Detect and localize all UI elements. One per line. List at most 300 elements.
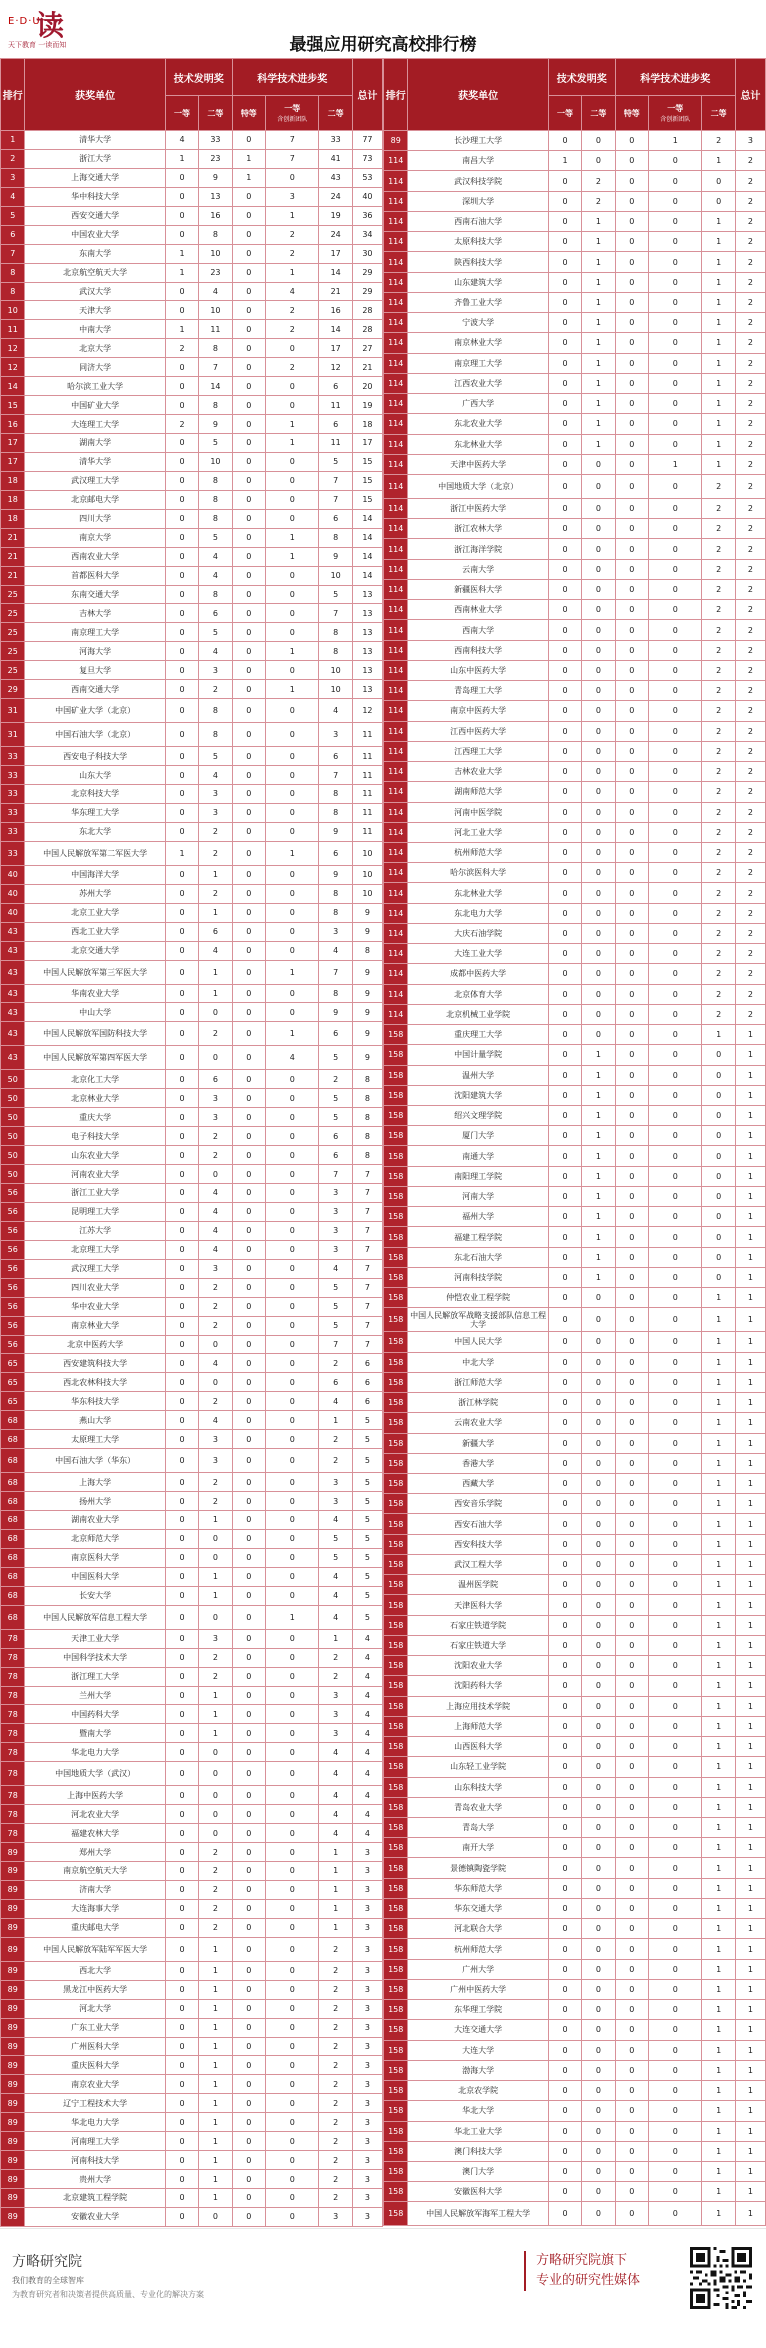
- cell-total: 6: [352, 1373, 382, 1392]
- cell-total: 1: [735, 1554, 765, 1574]
- cell-unit: 绍兴文理学院: [408, 1106, 548, 1126]
- cell-total: 11: [352, 723, 382, 747]
- slogan: [524, 2251, 676, 2291]
- cell-inv-first: 0: [165, 785, 198, 804]
- cell-first-team: 2: [266, 301, 319, 320]
- cell-inv-first: 0: [165, 187, 198, 206]
- cell-first-team: 0: [266, 1070, 319, 1089]
- cell-total: 1: [735, 1757, 765, 1777]
- cell-rank: 158: [384, 2161, 408, 2181]
- table-row: [1, 149, 383, 168]
- cell-inv-second: 0: [582, 2000, 615, 2020]
- cell-unit: 华东科技大学: [25, 1392, 165, 1411]
- table-row: [384, 762, 766, 782]
- cell-unit: 福建农林大学: [25, 1824, 165, 1843]
- cell-inv-first: 1: [165, 149, 198, 168]
- cell-prog-second: 1: [702, 272, 735, 292]
- cell-total: 7: [352, 1297, 382, 1316]
- cell-total: 15: [352, 490, 382, 509]
- cell-prog-second: 0: [702, 1186, 735, 1206]
- cell-inv-first: 0: [548, 1635, 581, 1655]
- cell-prog-second: 0: [702, 1065, 735, 1085]
- cell-unit: 东北大学: [25, 822, 165, 841]
- header-first-team: [649, 96, 702, 131]
- cell-total: 5: [352, 1473, 382, 1492]
- cell-rank: 158: [384, 1126, 408, 1146]
- table-body-right: [384, 131, 766, 2226]
- table-row: [1, 339, 383, 358]
- cell-unit: 西安交通大学: [25, 206, 165, 225]
- cell-prog-second: 11: [319, 396, 352, 415]
- cell-rank: 50: [1, 1070, 25, 1089]
- cell-total: 40: [352, 187, 382, 206]
- cell-inv-second: 0: [582, 1878, 615, 1898]
- cell-special: 0: [615, 1004, 648, 1024]
- cell-unit: 南开大学: [408, 1838, 548, 1858]
- cell-first-team: 0: [266, 1511, 319, 1530]
- cell-prog-second: 0: [702, 171, 735, 191]
- cell-unit: 河北联合大学: [408, 1919, 548, 1939]
- cell-rank: 17: [1, 434, 25, 453]
- cell-unit: 昆明理工大学: [25, 1202, 165, 1221]
- cell-inv-first: 0: [165, 1449, 198, 1473]
- table-row: [384, 252, 766, 272]
- cell-first-team: 0: [649, 559, 702, 579]
- cell-unit: 广西大学: [408, 394, 548, 414]
- cell-prog-second: 2: [702, 802, 735, 822]
- cell-rank: 158: [384, 1146, 408, 1166]
- cell-total: 1: [735, 1146, 765, 1166]
- cell-first-team: 0: [649, 1126, 702, 1146]
- cell-special: 0: [615, 474, 648, 498]
- cell-special: 0: [232, 471, 265, 490]
- cell-inv-second: 4: [199, 282, 232, 301]
- cell-unit: 渤海大学: [408, 2060, 548, 2080]
- table-row: [1, 1089, 383, 1108]
- cell-inv-second: 7: [199, 358, 232, 377]
- cell-first-team: 0: [266, 1961, 319, 1980]
- cell-unit: 西安电子科技大学: [25, 747, 165, 766]
- cell-unit: 浙江工业大学: [25, 1184, 165, 1203]
- cell-rank: 50: [1, 1165, 25, 1184]
- cell-inv-second: 1: [199, 2151, 232, 2170]
- table-row: [1, 1202, 383, 1221]
- table-row: [384, 2060, 766, 2080]
- table-row: [384, 1898, 766, 1918]
- cell-unit: 东北林业大学: [408, 883, 548, 903]
- cell-inv-first: 0: [165, 452, 198, 471]
- cell-rank: 114: [384, 741, 408, 761]
- table-row: [1, 2151, 383, 2170]
- cell-first-team: 0: [649, 1919, 702, 1939]
- cell-rank: 114: [384, 944, 408, 964]
- cell-first-team: 0: [266, 1629, 319, 1648]
- cell-inv-second: 8: [199, 585, 232, 604]
- table-row: [384, 373, 766, 393]
- cell-rank: 158: [384, 1676, 408, 1696]
- cell-first-team: 0: [649, 292, 702, 312]
- cell-first-team: 0: [649, 984, 702, 1004]
- table-row: [384, 1817, 766, 1837]
- cell-total: 1: [735, 1433, 765, 1453]
- table-row: [1, 1724, 383, 1743]
- cell-prog-second: 3: [319, 1240, 352, 1259]
- cell-total: 1: [735, 1207, 765, 1227]
- cell-special: 0: [615, 762, 648, 782]
- table-row: [1, 922, 383, 941]
- cell-inv-second: 0: [582, 1959, 615, 1979]
- cell-first-team: 0: [266, 396, 319, 415]
- cell-inv-first: 0: [165, 301, 198, 320]
- cell-rank: 114: [384, 394, 408, 414]
- cell-inv-second: 0: [582, 762, 615, 782]
- cell-inv-first: 0: [548, 1065, 581, 1085]
- cell-unit: 中国地质大学（北京）: [408, 474, 548, 498]
- cell-special: 0: [615, 1615, 648, 1635]
- cell-total: 2: [735, 394, 765, 414]
- cell-first-team: 0: [266, 1586, 319, 1605]
- cell-inv-second: 0: [582, 151, 615, 171]
- cell-inv-first: 0: [165, 2207, 198, 2226]
- header-invention: 技术发明奖: [548, 59, 615, 96]
- cell-rank: 33: [1, 766, 25, 785]
- cell-special: 0: [615, 579, 648, 599]
- cell-special: 0: [615, 701, 648, 721]
- cell-inv-second: 3: [199, 803, 232, 822]
- cell-total: 2: [735, 620, 765, 640]
- cell-rank: 158: [384, 1797, 408, 1817]
- cell-total: 4: [352, 1648, 382, 1667]
- cell-rank: 25: [1, 585, 25, 604]
- cell-first-team: 0: [649, 1453, 702, 1473]
- cell-rank: 158: [384, 1838, 408, 1858]
- cell-rank: 78: [1, 1629, 25, 1648]
- cell-inv-second: 0: [582, 2040, 615, 2060]
- cell-first-team: 0: [649, 1146, 702, 1166]
- cell-first-team: 0: [649, 701, 702, 721]
- cell-total: 1: [735, 1166, 765, 1186]
- table-row: [1, 1511, 383, 1530]
- cell-rank: 114: [384, 660, 408, 680]
- cell-prog-second: 1: [702, 2182, 735, 2202]
- cell-inv-first: 0: [165, 1629, 198, 1648]
- cell-special: 0: [232, 1003, 265, 1022]
- table-row: [1, 1070, 383, 1089]
- cell-total: 8: [352, 1070, 382, 1089]
- cell-prog-second: 2: [319, 1648, 352, 1667]
- cell-inv-second: 2: [199, 680, 232, 699]
- cell-unit: 华北大学: [408, 2101, 548, 2121]
- cell-first-team: 0: [649, 1025, 702, 1045]
- cell-unit: 河北大学: [25, 1999, 165, 2018]
- cell-rank: 78: [1, 1724, 25, 1743]
- cell-prog-second: 0: [702, 1267, 735, 1287]
- cell-inv-second: 0: [582, 1413, 615, 1433]
- cell-inv-second: 3: [199, 1259, 232, 1278]
- cell-prog-second: 7: [319, 604, 352, 623]
- cell-special: 0: [232, 865, 265, 884]
- cell-unit: 新疆医科大学: [408, 579, 548, 599]
- cell-first-team: 0: [266, 1108, 319, 1127]
- cell-prog-second: 3: [319, 1724, 352, 1743]
- cell-prog-second: 2: [319, 2056, 352, 2075]
- cell-prog-second: 1: [319, 1411, 352, 1430]
- cell-total: 1: [735, 1494, 765, 1514]
- cell-first-team: 0: [649, 1166, 702, 1186]
- cell-rank: 12: [1, 358, 25, 377]
- cell-first-team: 0: [649, 1757, 702, 1777]
- cell-prog-second: 2: [702, 519, 735, 539]
- table-row: [384, 1676, 766, 1696]
- cell-prog-second: 2: [702, 660, 735, 680]
- cell-inv-second: 2: [199, 1899, 232, 1918]
- cell-inv-second: 1: [582, 333, 615, 353]
- cell-prog-second: 4: [319, 1805, 352, 1824]
- cell-special: 0: [615, 1288, 648, 1308]
- cell-special: 0: [232, 263, 265, 282]
- cell-special: 0: [615, 802, 648, 822]
- cell-total: 2: [735, 741, 765, 761]
- cell-rank: 158: [384, 1045, 408, 1065]
- cell-prog-second: 2: [319, 1961, 352, 1980]
- cell-special: 0: [232, 1705, 265, 1724]
- cell-inv-second: 5: [199, 434, 232, 453]
- cell-unit: 上海中医药大学: [25, 1786, 165, 1805]
- cell-unit: 北京中医药大学: [25, 1335, 165, 1354]
- cell-first-team: 0: [266, 2094, 319, 2113]
- table-row: [1, 604, 383, 623]
- cell-rank: 17: [1, 452, 25, 471]
- cell-inv-second: 1: [199, 1937, 232, 1961]
- table-row: [1, 1567, 383, 1586]
- cell-total: 1: [735, 1332, 765, 1352]
- cell-total: 2: [735, 151, 765, 171]
- cell-total: 18: [352, 415, 382, 434]
- cell-unit: 山东轻工业学院: [408, 1757, 548, 1777]
- cell-special: 0: [615, 373, 648, 393]
- cell-special: 0: [232, 434, 265, 453]
- cell-inv-second: 1: [582, 1085, 615, 1105]
- cell-first-team: 0: [649, 721, 702, 741]
- cell-total: 2: [735, 579, 765, 599]
- cell-first-team: 0: [649, 2040, 702, 2060]
- cell-inv-first: 0: [548, 1696, 581, 1716]
- cell-special: 0: [232, 509, 265, 528]
- cell-unit: 东华理工学院: [408, 2000, 548, 2020]
- table-row: [1, 1548, 383, 1567]
- cell-total: 1: [735, 1288, 765, 1308]
- cell-inv-second: 0: [199, 1529, 232, 1548]
- table-row: [1, 1108, 383, 1127]
- cell-first-team: 0: [266, 1146, 319, 1165]
- cell-inv-first: 0: [165, 1961, 198, 1980]
- cell-inv-first: 0: [165, 1648, 198, 1667]
- cell-rank: 158: [384, 1737, 408, 1757]
- cell-prog-second: 1: [702, 211, 735, 231]
- table-row: [384, 1126, 766, 1146]
- cell-inv-second: 1: [199, 903, 232, 922]
- cell-inv-second: 9: [199, 168, 232, 187]
- cell-inv-first: 0: [548, 171, 581, 191]
- cell-special: 0: [232, 1127, 265, 1146]
- cell-special: 0: [615, 964, 648, 984]
- cell-prog-second: 0: [702, 1207, 735, 1227]
- cell-special: 0: [232, 2132, 265, 2151]
- cell-rank: 158: [384, 1696, 408, 1716]
- cell-inv-second: 1: [199, 2189, 232, 2208]
- cell-rank: 114: [384, 519, 408, 539]
- cell-first-team: 0: [266, 941, 319, 960]
- cell-total: 8: [352, 1108, 382, 1127]
- cell-prog-second: 1: [702, 1939, 735, 1959]
- cell-rank: 114: [384, 252, 408, 272]
- cell-unit: 温州医学院: [408, 1575, 548, 1595]
- cell-first-team: 0: [266, 2113, 319, 2132]
- table-row: [1, 1221, 383, 1240]
- cell-total: 1: [735, 2121, 765, 2141]
- table-row: [1, 490, 383, 509]
- cell-unit: 西南科技大学: [408, 640, 548, 660]
- cell-total: 13: [352, 623, 382, 642]
- table-row: [384, 1227, 766, 1247]
- cell-special: 0: [615, 1858, 648, 1878]
- cell-special: 0: [232, 1449, 265, 1473]
- cell-inv-first: 0: [548, 2121, 581, 2141]
- cell-special: 0: [615, 1534, 648, 1554]
- cell-special: 0: [615, 1554, 648, 1574]
- cell-rank: 158: [384, 1372, 408, 1392]
- table-row: [384, 191, 766, 211]
- cell-prog-second: 1: [702, 454, 735, 474]
- cell-inv-second: 3: [199, 1108, 232, 1127]
- table-row: [384, 1332, 766, 1352]
- cell-special: 0: [232, 1899, 265, 1918]
- cell-unit: 东北电力大学: [408, 903, 548, 923]
- cell-inv-first: 0: [548, 1878, 581, 1898]
- cell-special: 0: [615, 863, 648, 883]
- cell-unit: 湖南大学: [25, 434, 165, 453]
- cell-prog-second: 1: [702, 1595, 735, 1615]
- cell-special: 0: [232, 1937, 265, 1961]
- cell-special: 0: [615, 1878, 648, 1898]
- table-row: [1, 785, 383, 804]
- cell-inv-second: 8: [199, 396, 232, 415]
- cell-special: 0: [615, 151, 648, 171]
- cell-inv-second: 0: [582, 1635, 615, 1655]
- cell-inv-second: 1: [582, 373, 615, 393]
- table-row: [1, 1667, 383, 1686]
- cell-special: 0: [232, 187, 265, 206]
- cell-unit: 江西中医药大学: [408, 721, 548, 741]
- brand-line-1: 我们教育的全球智库: [12, 2276, 84, 2285]
- cell-rank: 78: [1, 1824, 25, 1843]
- cell-inv-first: 0: [165, 1221, 198, 1240]
- cell-unit: 中南大学: [25, 320, 165, 339]
- left-panel: [0, 58, 383, 2228]
- cell-total: 3: [352, 2018, 382, 2037]
- cell-inv-first: 0: [548, 883, 581, 903]
- cell-prog-second: 2: [702, 600, 735, 620]
- table-row: [384, 2202, 766, 2226]
- cell-special: 0: [615, 2182, 648, 2202]
- cell-inv-first: 0: [165, 1108, 198, 1127]
- cell-total: 20: [352, 377, 382, 396]
- cell-rank: 114: [384, 802, 408, 822]
- cell-unit: 山东科技大学: [408, 1777, 548, 1797]
- cell-special: 0: [232, 1743, 265, 1762]
- cell-inv-first: 0: [548, 1288, 581, 1308]
- cell-special: 0: [232, 225, 265, 244]
- cell-prog-second: 1: [702, 1514, 735, 1534]
- cell-inv-second: 8: [199, 490, 232, 509]
- cell-unit: 天津工业大学: [25, 1629, 165, 1648]
- cell-total: 1: [735, 1716, 765, 1736]
- cell-total: 1: [735, 1126, 765, 1146]
- cell-inv-second: 1: [199, 2094, 232, 2113]
- cell-inv-first: 0: [548, 191, 581, 211]
- cell-first-team: 0: [649, 1575, 702, 1595]
- cell-rank: 114: [384, 579, 408, 599]
- cell-inv-second: 0: [582, 2161, 615, 2181]
- cell-first-team: 0: [649, 802, 702, 822]
- cell-total: 2: [735, 333, 765, 353]
- table-row: [1, 471, 383, 490]
- cell-unit: 长安大学: [25, 1586, 165, 1605]
- cell-inv-second: 2: [199, 1667, 232, 1686]
- cell-prog-second: 6: [319, 1022, 352, 1046]
- header-inv-second: 二等: [199, 96, 232, 131]
- cell-inv-second: 0: [582, 1656, 615, 1676]
- page-title: 最强应用研究高校排行榜: [289, 35, 477, 55]
- cell-inv-first: 0: [548, 1838, 581, 1858]
- cell-rank: 89: [1, 1961, 25, 1980]
- cell-inv-first: 0: [548, 681, 581, 701]
- cell-rank: 68: [1, 1567, 25, 1586]
- table-row: [384, 2020, 766, 2040]
- cell-prog-second: 2: [702, 762, 735, 782]
- cell-unit: 东南大学: [25, 244, 165, 263]
- cell-first-team: 0: [649, 640, 702, 660]
- cell-special: 0: [615, 1025, 648, 1045]
- header-inv-second: 二等: [582, 96, 615, 131]
- cell-inv-second: 0: [582, 131, 615, 151]
- cell-unit: 澳门大学: [408, 2161, 548, 2181]
- qr-code-icon[interactable]: [690, 2247, 752, 2309]
- cell-first-team: 0: [266, 1843, 319, 1862]
- cell-special: 0: [232, 2037, 265, 2056]
- cell-first-team: 4: [266, 1046, 319, 1070]
- cell-total: 4: [352, 1686, 382, 1705]
- cell-first-team: 0: [649, 1494, 702, 1514]
- cell-total: 34: [352, 225, 382, 244]
- cell-prog-second: 6: [319, 747, 352, 766]
- cell-prog-second: 1: [702, 1757, 735, 1777]
- cell-inv-second: 2: [199, 1862, 232, 1881]
- cell-total: 14: [352, 547, 382, 566]
- cell-total: 2: [735, 660, 765, 680]
- cell-inv-second: 0: [582, 721, 615, 741]
- cell-special: 0: [232, 339, 265, 358]
- cell-inv-first: 0: [548, 842, 581, 862]
- cell-rank: 114: [384, 863, 408, 883]
- cell-total: 2: [735, 721, 765, 741]
- cell-total: 7: [352, 1240, 382, 1259]
- cell-first-team: 0: [649, 2020, 702, 2040]
- cell-inv-second: 0: [199, 2207, 232, 2226]
- cell-prog-second: 1: [319, 1843, 352, 1862]
- cell-special: 0: [232, 2207, 265, 2226]
- cell-rank: 114: [384, 313, 408, 333]
